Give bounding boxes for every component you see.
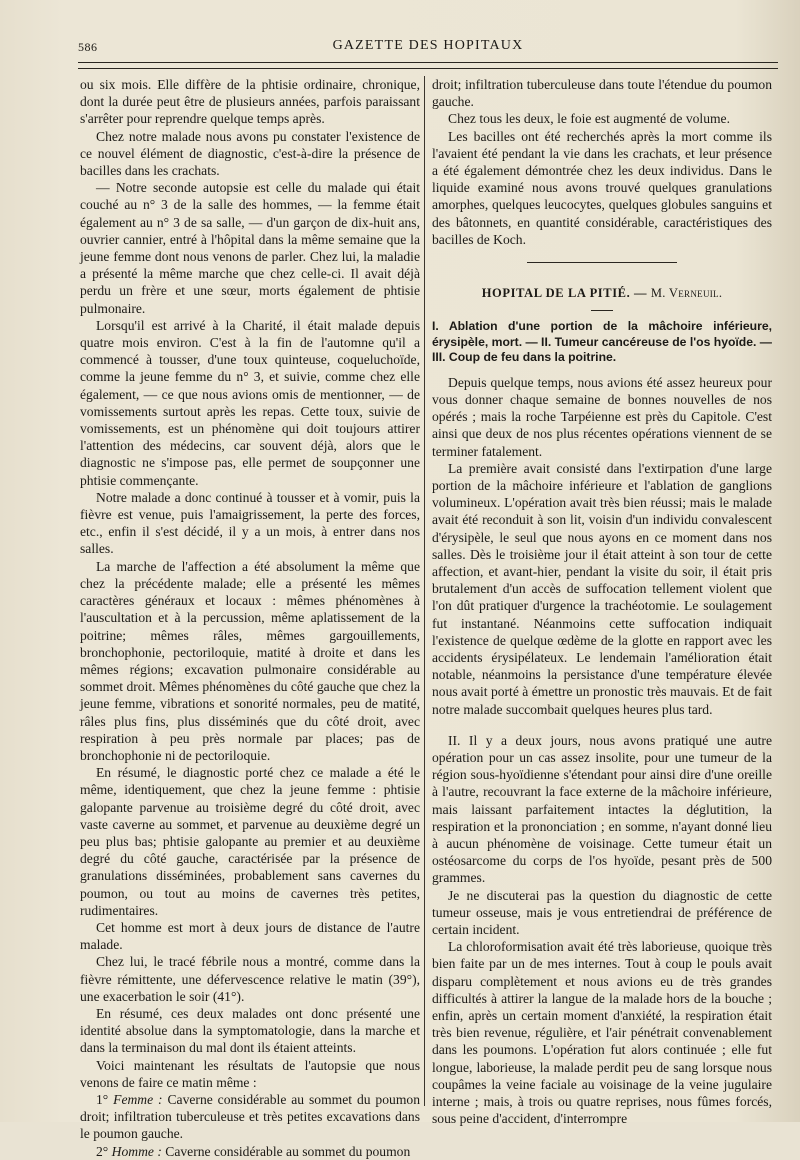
- column-divider: [424, 76, 425, 1106]
- left-paragraph: En résumé, le diagnostic porté chez ce malade a été le même, identiquement, que chez la jeune femme : phtisie galopante parvenue au troisième degré du côté droit, avec vaste caverne au sommet, et parvenue au deuxième degré un peu plus bas; phtisie galopante au premier et au deuxième degré du côté gauche, caractérisée par la présence de granulations disséminées, probablement sans cavernes du poumon, ou tout au moins de cavernes très petites, rudimentaires.: [80, 765, 420, 918]
- section-author: M. Verneuil.: [650, 286, 723, 301]
- left-paragraph: Notre malade a donc continué à tousser et à vomir, puis la fièvre est venue, puis l'amaigrissement, la perte des forces, etc., enfin il s'est décidé, il y a un mois, à entrer dans nos salles.: [80, 489, 420, 557]
- item-label: Homme :: [111, 1143, 162, 1159]
- right-paragraph: Les bacilles ont été recherchés après la mort comme ils l'avaient été pendant la vie dans les crachats, et leur présence a été également démontrée chez les deux individus. Dans le liquide examiné nous avons trouvé quelques granulations amorphes, quelques leucocytes, quelques globules sanguins et des bâtonnets, en quantité considérable, caractéristiques des bacilles de Koch.: [432, 128, 772, 247]
- page-header: [78, 36, 778, 58]
- left-paragraph: Chez notre malade nous avons pu constater l'existence de ce nouvel élément de diagnostic, c'est-à-dire la présence de bacilles dans les crachats.: [80, 128, 420, 179]
- left-paragraph: Lorsqu'il est arrivé à la Charité, il était malade depuis quatre mois environ. C'est à la fin de l'automne qu'il a commencé à tousser, d'une toux quinteuse, coqueluchoïde, comme la jeune femme du n° 3, et suivie, comme chez elle également, — ce que nous avions omis de mentionner, — de vomissements surtout après les repas. Cette toux, suivie de vomissements, est un phénomène qui doit toujours attirer l'attention des médecins, car souvent déjà, alors que le diagnostic ne s'impose pas, elle permet de soupçonner une phtisie commençante.: [80, 317, 420, 488]
- item-number: 2°: [96, 1143, 109, 1159]
- section-title: HOPITAL DE LA PITIÉ. —: [481, 286, 648, 301]
- journal-title: GAZETTE DES HOPITAUX: [332, 38, 524, 53]
- right-paragraph: La chloroformisation avait été très laborieuse, quoique très bien faite par un de mes internes. Tout à coup le pouls avait disparu complètement et nous avions eu de très grandes difficultés à attirer la langue de la malade hors de la bouche ; enfin, après un certain moment d'anxiété, la respiration était très bien revenue, régulière, et l'air pénétrait convenablement dans les poumons. L'opération fut alors continuée ; elle fut longue, laborieuse, la malade perdit peu de sang lorsque nous coupâmes la veine faciale au voisinage de la veine jugulaire interne ; mais, à trois ou quatre reprises, nous fûmes forcés, sous peine d'accident, d'interrompre: [432, 939, 772, 1127]
- item-number: 1°: [96, 1091, 109, 1107]
- item-label: Femme :: [113, 1091, 163, 1107]
- right-paragraph: II. Il y a deux jours, nous avons pratiqué une autre opération pour un cas assez insolite, pour une tumeur de la région sous-hyoïdienne s'étendant pour ainsi dire d'une oreille à l'autre, recouvrant la face externe de la mâchoire inférieure, mais laissant parfaitement intactes la déglutition, la respiration et la prononciation ; en somme, n'ayant donné lieu à aucun phénomène de voisinage. Cette tumeur était un ostéosarcome du corps de l'os hyoïde, pesant près de 500 grammes.: [432, 732, 772, 886]
- header-double-rule: [78, 62, 778, 69]
- left-paragraph: — Notre seconde autopsie est celle du malade qui était couché au n° 3 de la salle des hommes, — la femme était également au n° 3 de sa salle, — d'un garçon de dix-huit ans, ouvrier cannier, entré à l'hôpital dans la même semaine que la jeune femme dont nous venons de parler. Chez lui, la maladie a présenté la même marche que chez celle-ci. Il avait déjà perdu un frère et une sœur, morts également de phtisie pulmonaire.: [80, 180, 420, 316]
- right-column: [432, 76, 772, 1127]
- item-text: Caverne considérable au sommet du poumon droit; infiltration tuberculeuse et très petites excavations dans le poumon gauche.: [80, 1091, 420, 1142]
- right-paragraph: La première avait consisté dans l'extirpation d'une large portion de la mâchoire inférieure et l'ablation de ganglions volumineux. L'opération avait très bien réussi; mais le malade avait été reconduit à son lit, voisin d'un individu convalescent d'érysipèle, le seul que nous ayons en ce moment dans nos salles. Dès le troisième jour il était atteint à son tour de cette affection, et avant-hier, pendant la visite du soir, il était pris brutalement d'un accès de suffocation tellement violent que l'on dût pratiquer d'urgence la trachéotomie. Le soulagement fut instantané. Néanmoins cette suffocation indiquait l'existence de quelque œdème de la glotte en rapport avec les accidents érysipélateux. Le lendemain l'amélioration était notable, néanmoins la persistance d'une température élevée nous avait porté à émettre un pronostic très mauvais. Et de fait notre malade succombait quelques heures plus tard.: [432, 460, 772, 717]
- section-subtitle: I. Ablation d'une portion de la mâchoire inférieure, érysipèle, mort. — II. Tumeur cancéreuse de l'os hyoïde. — III. Coup de feu dans la poitrine.: [432, 319, 772, 365]
- left-column: [80, 76, 420, 1160]
- left-paragraph: Cet homme est mort à deux jours de distance de l'autre malade.: [80, 919, 420, 953]
- left-paragraph: ou six mois. Elle diffère de la phtisie ordinaire, chronique, dont la durée peut être de plusieurs années, parfois paraissant s'arrêter pour reprendre quelque temps après.: [80, 77, 420, 127]
- left-paragraph: Voici maintenant les résultats de l'autopsie que nous venons de faire ce matin même :: [80, 1057, 420, 1090]
- left-paragraph: En résumé, ces deux malades ont donc présenté une identité absolue dans la symptomatologie, dans la marche et dans la terminaison du mal dont ils étaient atteints.: [80, 1005, 420, 1056]
- right-paragraph: Je ne discuterai pas la question du diagnostic de cette tumeur osseuse, mais je vous entretiendrai de préférence de certain incident.: [432, 887, 772, 938]
- left-paragraph: Chez lui, le tracé fébrile nous a montré, comme dans la fièvre rémittente, une défervescence relative le matin (39°), une exacerbation le soir (41°).: [80, 954, 420, 1004]
- right-paragraph: droit; infiltration tuberculeuse dans toute l'étendue du poumon gauche.: [432, 77, 772, 110]
- autopsy-item-man: [80, 1143, 420, 1160]
- left-paragraph: La marche de l'affection a été absolument la même que chez la précédente malade; elle a présenté les mêmes caractères généraux et locaux : mêmes phénomènes à l'auscultation et à la percussion, même aplatissement de la poitrine; mêmes râles, mêmes gargouillements, bronchophonie, pectoriloquie, matité à droite et dans les mêmes régions; excavation pulmonaire considérable au sommet droit. Mêmes phénomènes du côté gauche que chez la jeune femme, vibrations et sonorité normales, peu de matité, râles plus fins, plus disséminés que du côté droit, avec respiration à peu près normale par places; pas de bronchophonie ni de pectoriloquie.: [80, 558, 420, 763]
- right-paragraph: Depuis quelque temps, nous avions été assez heureux pour vous donner chaque semaine de bonnes nouvelles de nos opérés ; mais la roche Tarpéienne est près du Capitole. C'est ainsi que deux de nos plus récentes opérations viennent de se terminer fatalement.: [432, 374, 772, 459]
- right-paragraph: Chez tous les deux, le foie est augmenté de volume.: [448, 111, 730, 127]
- item-text: Caverne considérable au sommet du poumon: [165, 1143, 411, 1159]
- section-heading: [432, 285, 772, 302]
- page-number: 586: [78, 40, 98, 54]
- section-separator-rule: [527, 262, 677, 263]
- autopsy-item-woman: [80, 1091, 420, 1143]
